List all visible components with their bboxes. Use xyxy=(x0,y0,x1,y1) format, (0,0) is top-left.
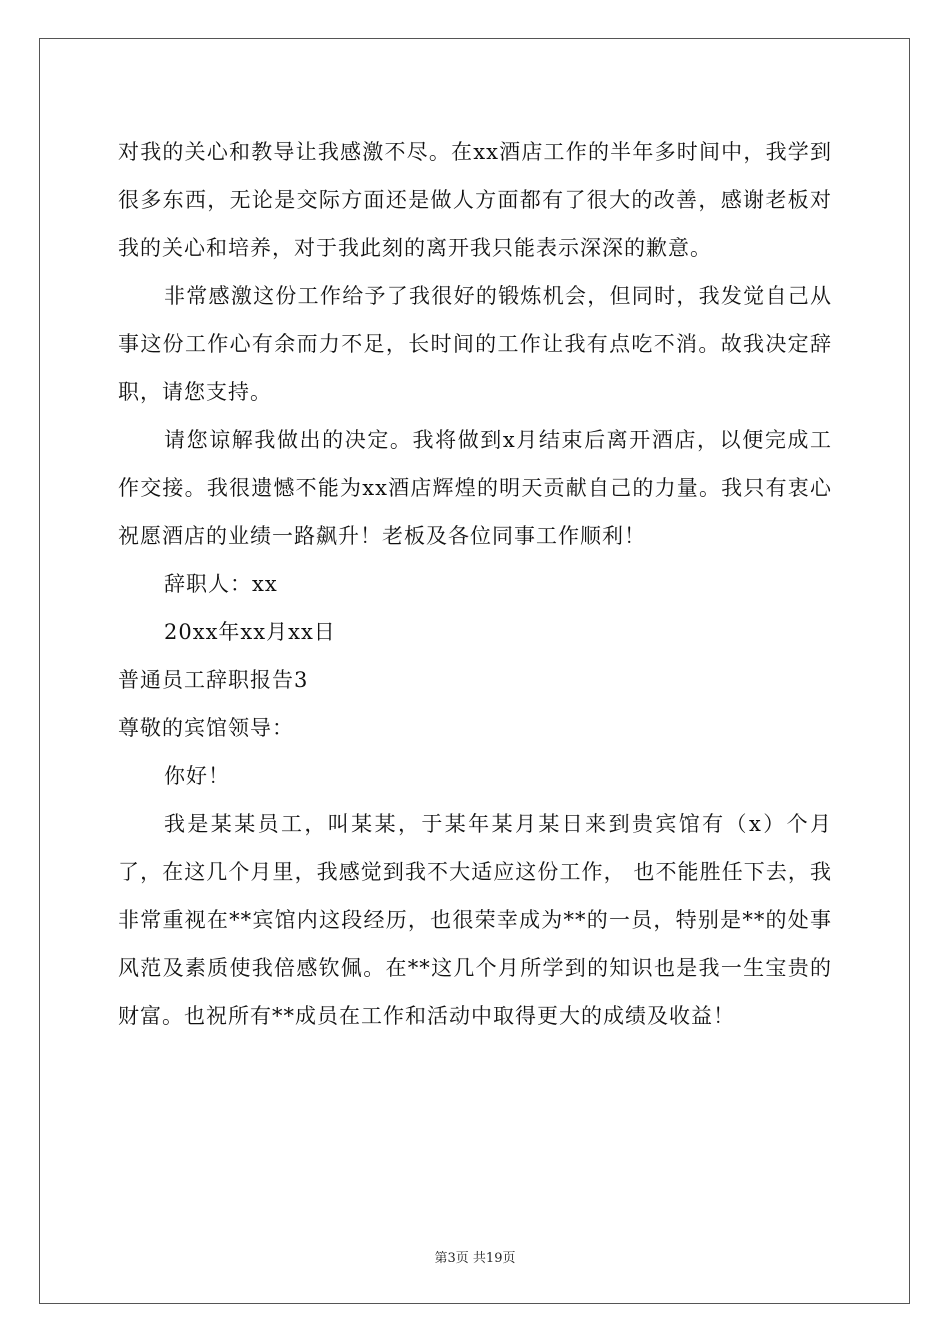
paragraph-3: 请您谅解我做出的决定。我将做到x月结束后离开酒店，以便完成工作交接。我很遗憾不能为xx酒店辉煌的明天贡献自己的力量。我只有衷心祝愿酒店的业绩一路飙升！老板及各位同事工作顺利！ xyxy=(118,428,832,548)
section-title: 普通员工辞职报告3 xyxy=(118,668,309,692)
salutation: 尊敬的宾馆领导： xyxy=(118,716,294,740)
paragraph-1: 对我的关心和教导让我感激不尽。在xx酒店工作的半年多时间中，我学到很多东西，无论是交际方面还是做人方面都有了很大的改善，感谢老板对我的关心和培养，对于我此刻的离开我只能表示深深的歉意。 xyxy=(118,140,832,260)
paragraph-body-2: 我是某某员工，叫某某，于某年某月某日来到贵宾馆有（x）个月了，在这几个月里，我感觉到我不大适应这份工作， 也不能胜任下去，我非常重视在**宾馆内这段经历，也很荣幸成为**的一员，特别是**的处事风范及素质使我倍感钦佩。在**这几个月所学到的知识也是我一生宝贵的财富。也祝所有**成员在工作和活动中取得更大的成绩及收益！ xyxy=(118,812,832,1028)
signature-line: 辞职人：xx xyxy=(164,572,278,596)
greeting: 你好！ xyxy=(164,764,230,788)
date-line: 20xx年xx月xx日 xyxy=(164,620,336,644)
document-body xyxy=(118,128,832,1040)
paragraph-2: 非常感激这份工作给予了我很好的锻炼机会，但同时，我发觉自己从事这份工作心有余而力不足，长时间的工作让我有点吃不消。故我决定辞职，请您支持。 xyxy=(118,284,832,404)
page-footer: 第3页 共19页 xyxy=(434,1251,516,1266)
